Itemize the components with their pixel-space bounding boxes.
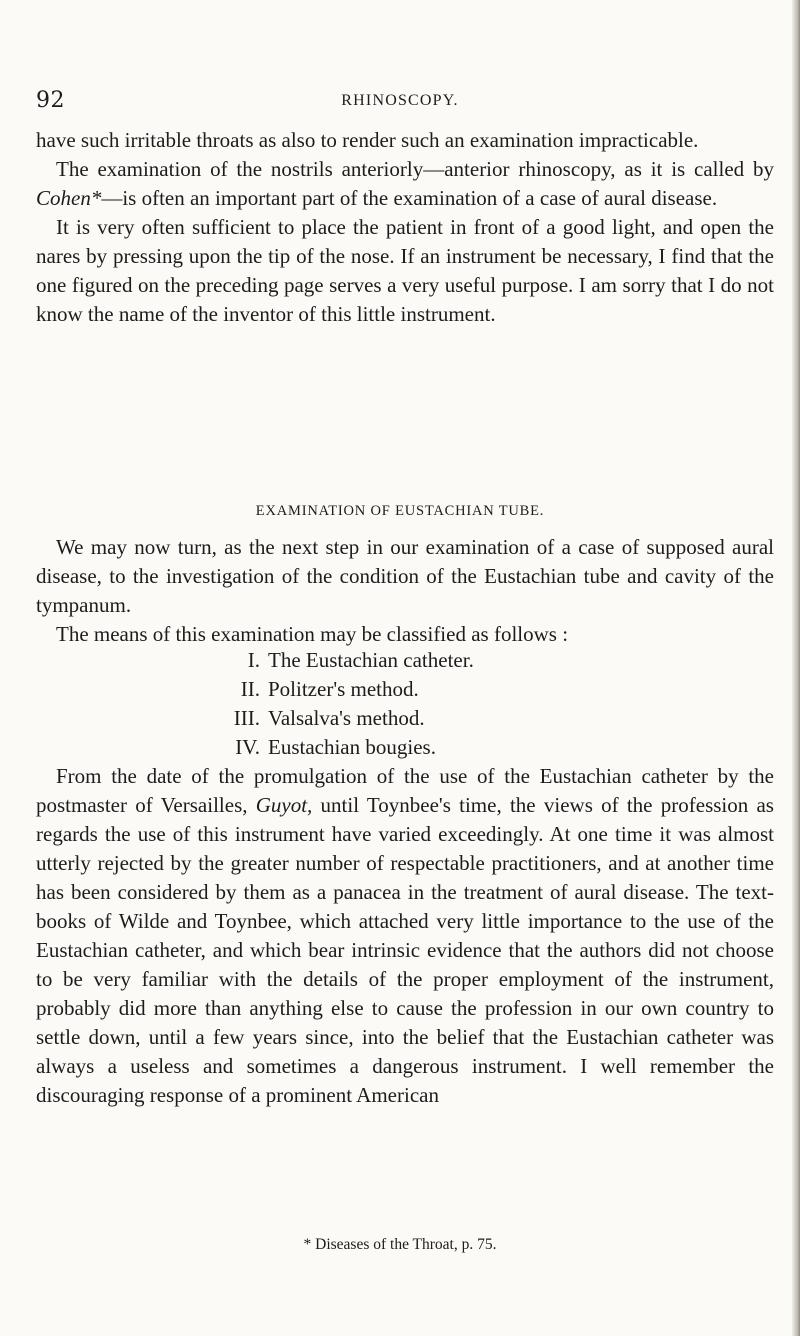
paragraph-instrument: It is very often sufficient to place the patient in front of a good light, and open the nares by pressing upon the tip of the nose. If an instrument be necessary, I find that the one figured on the preceding page serves a very useful purpose. I am sorry that I do not know the name of the inventor of this little instrument. [36, 215, 774, 326]
paragraph-text: From the date of the promulgation of the use of the Eustachian catheter by the postmaster of Versailles, [36, 764, 774, 817]
paragraph-text: The examination of the nostrils anteriorly—anterior rhinoscopy, as it is called by [56, 157, 774, 181]
list-item [212, 675, 474, 704]
list-label: The Eustachian catheter. [268, 648, 474, 672]
list-numeral: II. [240, 677, 260, 701]
page-number: 92 [36, 88, 65, 113]
list-numeral: I. [247, 648, 260, 672]
paragraph-catheter-history [36, 762, 774, 1110]
list-label: Valsalva's method. [268, 706, 425, 730]
list-label: Eustachian bougies. [268, 735, 436, 759]
list-numeral: IV. [235, 735, 260, 759]
paragraph-text: —is often an important part of the examination of a case of aural disease. [101, 186, 718, 210]
section-intro [36, 533, 774, 649]
list-item [212, 646, 474, 675]
paragraph-classification: The means of this examination may be classified as follows : [56, 622, 569, 646]
history-text [36, 762, 774, 1110]
opening-text [36, 126, 774, 329]
paragraph-anterior-rhinoscopy [36, 155, 774, 213]
list-label: Politzer's method. [268, 677, 419, 701]
page-edge-shadow [792, 0, 800, 1336]
page-header [0, 76, 800, 116]
running-head: RHINOSCOPY. [341, 92, 459, 109]
list-numeral: III. [233, 706, 260, 730]
author-reference: Cohen* [36, 186, 102, 210]
list-item [212, 704, 474, 733]
footnote: * Diseases of the Throat, p. 75. [303, 1236, 497, 1253]
list-item [212, 733, 474, 762]
section-heading: EXAMINATION OF EUSTACHIAN TUBE. [255, 503, 545, 519]
paragraph-text: until Toynbee's time, the views of the profession as regards the use of this instrument have varied exceedingly. At one time it was almost utterly rejected by the greater number of respectable practitioners, and at another time has been considered by them as a panacea in the treatment of aural disease. The text-books of Wilde and Toynbee, which attached very little importance to the use of the Eustachian catheter, and which bear intrinsic evidence that the authors did not choose to be very familiar with the details of the proper employment of the instrument, probably did more than anything else to cause the profession in our own country to settle down, until a few years since, into the belief that the Eustachian catheter was always a useless and sometimes a dangerous instrument. I well remember the discouraging response of a prominent American [36, 793, 774, 1107]
method-list [212, 646, 474, 762]
person-name: Guyot, [255, 793, 313, 817]
paragraph-next-step: We may now turn, as the next step in our examination of a case of supposed aural disease, to the investigation of the condition of the Eustachian tube and cavity of the tympanum. [36, 535, 774, 617]
paragraph-continuation: have such irritable throats as also to render such an examination impracticable. [36, 128, 699, 152]
